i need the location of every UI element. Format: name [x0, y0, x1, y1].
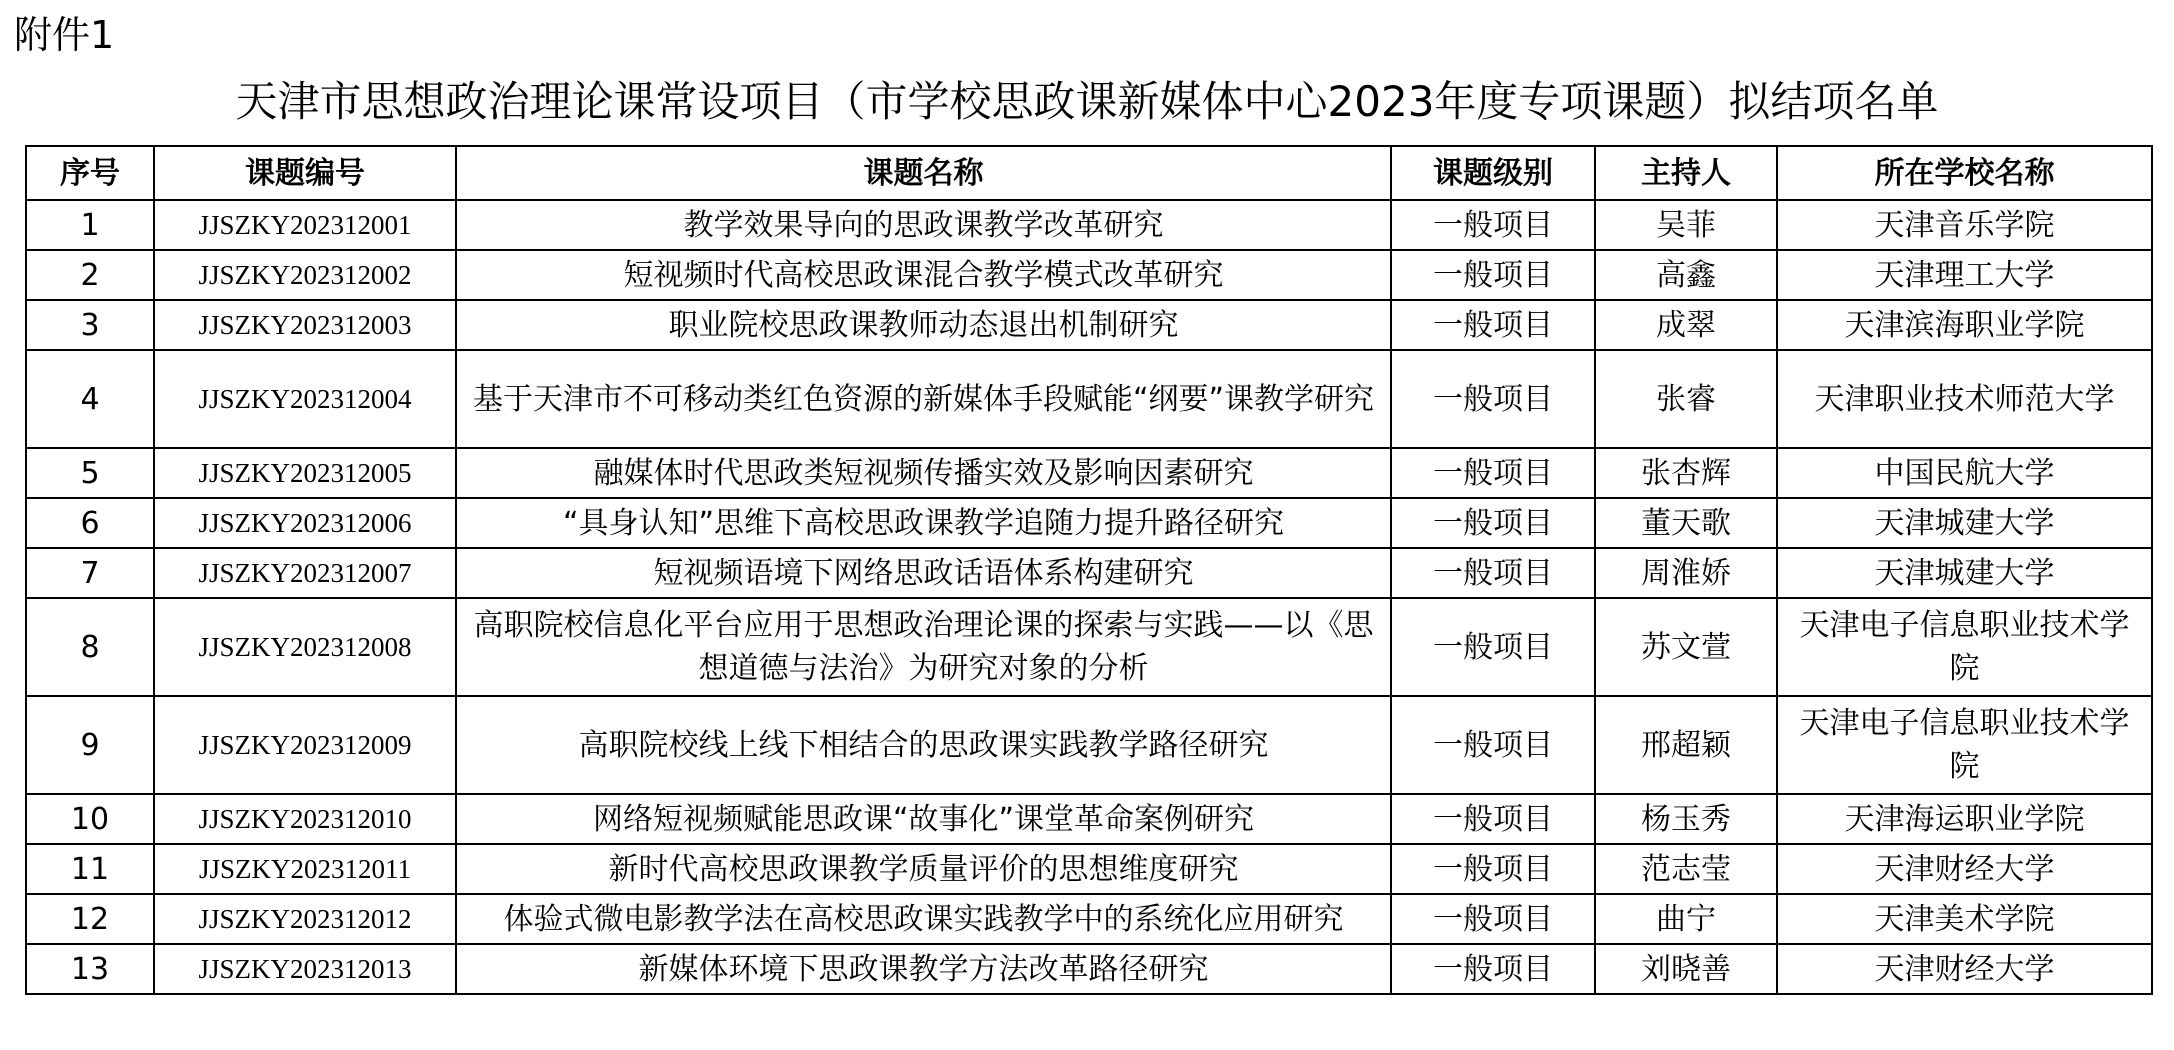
cell-code: JJSZKY202312011 [154, 844, 456, 894]
cell-no: 9 [26, 696, 154, 794]
cell-name: 短视频时代高校思政课混合教学模式改革研究 [456, 250, 1391, 300]
cell-level: 一般项目 [1391, 944, 1595, 994]
cell-school: 天津城建大学 [1777, 548, 2152, 598]
cell-level: 一般项目 [1391, 448, 1595, 498]
cell-host: 高鑫 [1595, 250, 1777, 300]
cell-host: 吴菲 [1595, 200, 1777, 250]
cell-code: JJSZKY202312008 [154, 598, 456, 696]
cell-level: 一般项目 [1391, 498, 1595, 548]
cell-code: JJSZKY202312002 [154, 250, 456, 300]
cell-code: JJSZKY202312013 [154, 944, 456, 994]
cell-name: “具身认知”思维下高校思政课教学追随力提升路径研究 [456, 498, 1391, 548]
cell-level: 一般项目 [1391, 894, 1595, 944]
cell-code: JJSZKY202312010 [154, 794, 456, 844]
cell-no: 6 [26, 498, 154, 548]
header-code: 课题编号 [154, 146, 456, 200]
table-row [26, 250, 2152, 300]
cell-level: 一般项目 [1391, 350, 1595, 448]
cell-name: 基于天津市不可移动类红色资源的新媒体手段赋能“纲要”课教学研究 [456, 350, 1391, 448]
cell-no: 7 [26, 548, 154, 598]
table-row [26, 200, 2152, 250]
table-row [26, 448, 2152, 498]
cell-no: 3 [26, 300, 154, 350]
cell-school: 天津滨海职业学院 [1777, 300, 2152, 350]
cell-name: 体验式微电影教学法在高校思政课实践教学中的系统化应用研究 [456, 894, 1391, 944]
header-level: 课题级别 [1391, 146, 1595, 200]
cell-name: 融媒体时代思政类短视频传播实效及影响因素研究 [456, 448, 1391, 498]
cell-no: 8 [26, 598, 154, 696]
cell-no: 5 [26, 448, 154, 498]
cell-code: JJSZKY202312006 [154, 498, 456, 548]
cell-name: 网络短视频赋能思政课“故事化”课堂革命案例研究 [456, 794, 1391, 844]
header-name: 课题名称 [456, 146, 1391, 200]
cell-school: 天津音乐学院 [1777, 200, 2152, 250]
cell-code: JJSZKY202312001 [154, 200, 456, 250]
cell-school: 天津理工大学 [1777, 250, 2152, 300]
cell-school: 天津电子信息职业技术学院 [1777, 696, 2152, 794]
table-row [26, 944, 2152, 994]
cell-level: 一般项目 [1391, 300, 1595, 350]
header-host: 主持人 [1595, 146, 1777, 200]
cell-host: 张睿 [1595, 350, 1777, 448]
cell-level: 一般项目 [1391, 250, 1595, 300]
cell-school: 天津财经大学 [1777, 844, 2152, 894]
cell-host: 范志莹 [1595, 844, 1777, 894]
cell-school: 天津海运职业学院 [1777, 794, 2152, 844]
header-school: 所在学校名称 [1777, 146, 2152, 200]
table-row [26, 350, 2152, 448]
cell-school: 天津城建大学 [1777, 498, 2152, 548]
cell-level: 一般项目 [1391, 548, 1595, 598]
cell-host: 邢超颖 [1595, 696, 1777, 794]
table-row [26, 598, 2152, 696]
table-row [26, 894, 2152, 944]
cell-level: 一般项目 [1391, 696, 1595, 794]
cell-level: 一般项目 [1391, 794, 1595, 844]
cell-code: JJSZKY202312005 [154, 448, 456, 498]
cell-name: 短视频语境下网络思政话语体系构建研究 [456, 548, 1391, 598]
cell-no: 1 [26, 200, 154, 250]
table-row [26, 498, 2152, 548]
cell-school: 天津电子信息职业技术学院 [1777, 598, 2152, 696]
cell-name: 新媒体环境下思政课教学方法改革路径研究 [456, 944, 1391, 994]
cell-no: 12 [26, 894, 154, 944]
cell-school: 天津职业技术师范大学 [1777, 350, 2152, 448]
cell-name: 职业院校思政课教师动态退出机制研究 [456, 300, 1391, 350]
cell-name: 高职院校线上线下相结合的思政课实践教学路径研究 [456, 696, 1391, 794]
table-row [26, 794, 2152, 844]
cell-host: 成翠 [1595, 300, 1777, 350]
cell-name: 新时代高校思政课教学质量评价的思想维度研究 [456, 844, 1391, 894]
cell-host: 刘晓善 [1595, 944, 1777, 994]
table-header-row [26, 146, 2152, 200]
cell-school: 天津财经大学 [1777, 944, 2152, 994]
cell-name: 教学效果导向的思政课教学改革研究 [456, 200, 1391, 250]
cell-code: JJSZKY202312007 [154, 548, 456, 598]
cell-level: 一般项目 [1391, 844, 1595, 894]
table-row [26, 844, 2152, 894]
cell-host: 张杏辉 [1595, 448, 1777, 498]
table-row [26, 300, 2152, 350]
cell-host: 董天歌 [1595, 498, 1777, 548]
table-row [26, 548, 2152, 598]
cell-no: 2 [26, 250, 154, 300]
document-title: 天津市思想政治理论课常设项目（市学校思政课新媒体中心2023年度专项课题）拟结项名单 [235, 77, 1939, 126]
cell-level: 一般项目 [1391, 200, 1595, 250]
cell-code: JJSZKY202312004 [154, 350, 456, 448]
cell-no: 10 [26, 794, 154, 844]
cell-school: 天津美术学院 [1777, 894, 2152, 944]
cell-host: 杨玉秀 [1595, 794, 1777, 844]
cell-level: 一般项目 [1391, 598, 1595, 696]
project-table [25, 145, 2153, 995]
cell-no: 13 [26, 944, 154, 994]
cell-code: JJSZKY202312012 [154, 894, 456, 944]
cell-code: JJSZKY202312009 [154, 696, 456, 794]
cell-no: 11 [26, 844, 154, 894]
table-row [26, 696, 2152, 794]
cell-host: 苏文萱 [1595, 598, 1777, 696]
cell-no: 4 [26, 350, 154, 448]
cell-host: 周淮娇 [1595, 548, 1777, 598]
cell-code: JJSZKY202312003 [154, 300, 456, 350]
cell-school: 中国民航大学 [1777, 448, 2152, 498]
cell-host: 曲宁 [1595, 894, 1777, 944]
attachment-label: 附件1 [14, 13, 115, 57]
header-no: 序号 [26, 146, 154, 200]
cell-name: 高职院校信息化平台应用于思想政治理论课的探索与实践——以《思想道德与法治》为研究对象的分析 [456, 598, 1391, 696]
